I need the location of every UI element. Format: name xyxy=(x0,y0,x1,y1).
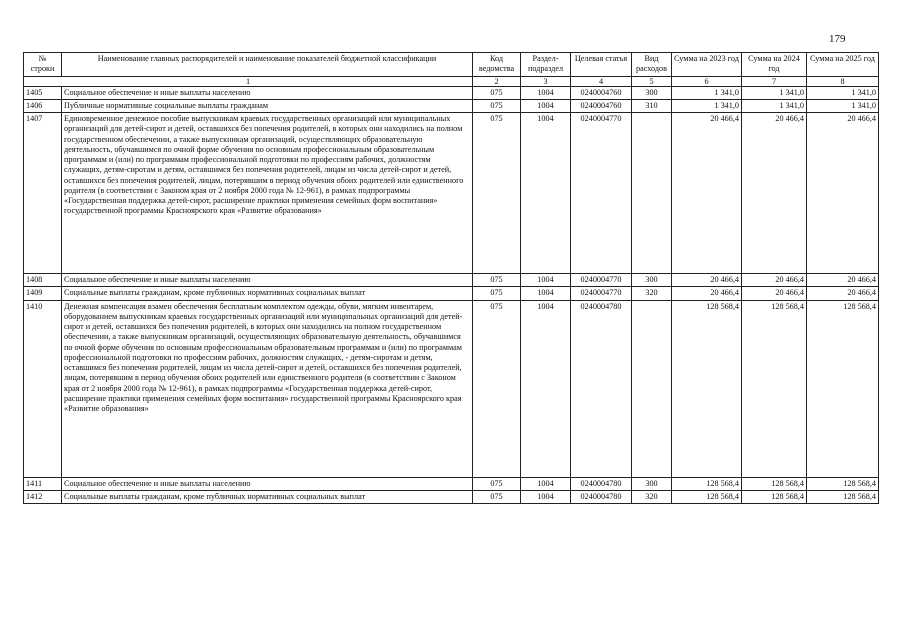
row-section: 1004 xyxy=(521,99,571,112)
table-row xyxy=(24,287,879,300)
table-row xyxy=(24,490,879,503)
header-dept-code: Код ведомства xyxy=(473,53,521,77)
table-row xyxy=(24,113,879,274)
table-row xyxy=(24,99,879,112)
header-row-number: № строки xyxy=(24,53,62,77)
row-number: 1407 xyxy=(24,113,62,274)
row-target-item: 0240004770 xyxy=(571,113,632,274)
row-sum-2025: 1 341,0 xyxy=(807,86,879,99)
row-sum-2023: 128 568,4 xyxy=(672,490,742,503)
budget-table xyxy=(23,52,879,504)
column-number-3: 3 xyxy=(521,76,571,86)
row-number: 1408 xyxy=(24,274,62,287)
row-sum-2023: 128 568,4 xyxy=(672,477,742,490)
row-section: 1004 xyxy=(521,113,571,274)
row-target-item: 0240004770 xyxy=(571,274,632,287)
row-dept-code: 075 xyxy=(473,86,521,99)
column-number-6: 6 xyxy=(672,76,742,86)
header-sum-2023: Сумма на 2023 год xyxy=(672,53,742,77)
row-expense-type: 320 xyxy=(632,287,672,300)
column-number-5: 5 xyxy=(632,76,672,86)
row-target-item: 0240004780 xyxy=(571,490,632,503)
row-dept-code: 075 xyxy=(473,287,521,300)
row-sum-2024: 20 466,4 xyxy=(742,113,807,274)
row-number: 1410 xyxy=(24,300,62,477)
header-name: Наименование главных распорядителей и наименование показателей бюджетной классификации xyxy=(62,53,473,77)
row-target-item: 0240004760 xyxy=(571,99,632,112)
row-sum-2023: 20 466,4 xyxy=(672,274,742,287)
row-dept-code: 075 xyxy=(473,300,521,477)
column-number-row xyxy=(24,76,879,86)
row-number: 1405 xyxy=(24,86,62,99)
row-sum-2023: 20 466,4 xyxy=(672,287,742,300)
row-target-item: 0240004770 xyxy=(571,287,632,300)
row-target-item: 0240004760 xyxy=(571,86,632,99)
row-name: Единовременное денежное пособие выпускникам краевых государственных организаций или муниципальных организаций для детей-сирот и детей, оставшихся без попечения родителей, в которых они находились на полном государственном обеспечении, а также выпускникам организаций, осуществляющих образовательную деятельность, обучавшимся по очной форме обучения по основным профессиональным образовательным программам и (или) по программам профессиональной подготовки по профессиям рабочих, должностям служащих, детям-сиротам и детям, оставшимся без попечения родителей, лицам из числа детей-сирот и детей, оставшихся без попечения родителей, лицам, потерявшим в период обучения обоих родителей или единственного родителя (в соответствии с Законом края от 2 ноября 2000 года № 12-961), в рамках подпрограммы «Государственная поддержка детей-сирот, расширение практики применения семейных форм воспитания» государственной программы Красноярского края «Развитие образования» xyxy=(62,113,473,274)
header-sum-2025: Сумма на 2025 год xyxy=(807,53,879,77)
row-dept-code: 075 xyxy=(473,274,521,287)
table-row xyxy=(24,86,879,99)
row-sum-2023: 128 568,4 xyxy=(672,300,742,477)
row-sum-2025: 128 568,4 xyxy=(807,477,879,490)
row-section: 1004 xyxy=(521,490,571,503)
row-section: 1004 xyxy=(521,274,571,287)
row-name: Социальное обеспечение и иные выплаты населению xyxy=(62,274,473,287)
row-sum-2025: 128 568,4 xyxy=(807,300,879,477)
row-expense-type: 310 xyxy=(632,99,672,112)
header-row xyxy=(24,53,879,77)
page-number: 179 xyxy=(829,33,846,45)
row-dept-code: 075 xyxy=(473,477,521,490)
header-target-item: Целевая статья xyxy=(571,53,632,77)
row-sum-2024: 1 341,0 xyxy=(742,86,807,99)
row-sum-2024: 20 466,4 xyxy=(742,287,807,300)
row-sum-2023: 20 466,4 xyxy=(672,113,742,274)
table-row xyxy=(24,300,879,477)
row-number: 1409 xyxy=(24,287,62,300)
row-dept-code: 075 xyxy=(473,113,521,274)
column-number-4: 4 xyxy=(571,76,632,86)
table-row xyxy=(24,477,879,490)
row-sum-2024: 1 341,0 xyxy=(742,99,807,112)
row-sum-2024: 128 568,4 xyxy=(742,477,807,490)
row-sum-2024: 128 568,4 xyxy=(742,300,807,477)
row-name: Социальное обеспечение и иные выплаты населению xyxy=(62,86,473,99)
row-dept-code: 075 xyxy=(473,490,521,503)
row-sum-2024: 20 466,4 xyxy=(742,274,807,287)
table-row xyxy=(24,274,879,287)
row-section: 1004 xyxy=(521,287,571,300)
row-expense-type: 300 xyxy=(632,86,672,99)
row-section: 1004 xyxy=(521,300,571,477)
row-sum-2024: 128 568,4 xyxy=(742,490,807,503)
row-name: Социальное обеспечение и иные выплаты населению xyxy=(62,477,473,490)
row-sum-2025: 20 466,4 xyxy=(807,113,879,274)
row-section: 1004 xyxy=(521,477,571,490)
row-expense-type: 320 xyxy=(632,490,672,503)
row-number: 1412 xyxy=(24,490,62,503)
row-name: Социальные выплаты гражданам, кроме публичных нормативных социальных выплат xyxy=(62,490,473,503)
row-section: 1004 xyxy=(521,86,571,99)
column-number-8: 8 xyxy=(807,76,879,86)
row-name: Публичные нормативные социальные выплаты гражданам xyxy=(62,99,473,112)
row-expense-type xyxy=(632,113,672,274)
row-expense-type: 300 xyxy=(632,274,672,287)
row-target-item: 0240004780 xyxy=(571,477,632,490)
header-expense-type: Вид расходов xyxy=(632,53,672,77)
row-number: 1411 xyxy=(24,477,62,490)
row-dept-code: 075 xyxy=(473,99,521,112)
row-target-item: 0240004780 xyxy=(571,300,632,477)
header-sum-2024: Сумма на 2024 год xyxy=(742,53,807,77)
row-sum-2023: 1 341,0 xyxy=(672,99,742,112)
column-number-2: 2 xyxy=(473,76,521,86)
header-section: Раздел-подраздел xyxy=(521,53,571,77)
column-number-7: 7 xyxy=(742,76,807,86)
row-sum-2025: 128 568,4 xyxy=(807,490,879,503)
row-number: 1406 xyxy=(24,99,62,112)
row-name: Денежная компенсация взамен обеспечения бесплатным комплектом одежды, обуви, мягким инвентарем, оборудованием выпускникам краевых государственных организаций или муниципальных организаций для детей-сирот и детей, оставшихся без попечения родителей, в которых они находились на полном государственном обеспечении, а также выпускникам организаций, осуществляющих образовательную деятельность, обучавшимся по очной форме обучения по основным профессиональным образовательным программам и (или) по программам профессиональной подготовки по профессиям рабочих, должностям служащих, - детям-сиротам и детям, оставшимся без попечения родителей, лицам из числа детей-сирот и детей, оставшихся без попечения родителей, лицам, потерявшим в период обучения обоих родителей или единственного родителя (в соответствии с Законом края от 2 ноября 2000 года № 12-961), в рамках подпрограммы «Государственная поддержка детей-сирот, расширение практики применения семейных форм воспитания» государственной программы Красноярского края «Развитие образования» xyxy=(62,300,473,477)
row-sum-2023: 1 341,0 xyxy=(672,86,742,99)
row-expense-type: 300 xyxy=(632,477,672,490)
row-sum-2025: 20 466,4 xyxy=(807,287,879,300)
column-number-1: 1 xyxy=(24,76,473,86)
row-sum-2025: 20 466,4 xyxy=(807,274,879,287)
row-sum-2025: 1 341,0 xyxy=(807,99,879,112)
row-expense-type xyxy=(632,300,672,477)
row-name: Социальные выплаты гражданам, кроме публичных нормативных социальных выплат xyxy=(62,287,473,300)
